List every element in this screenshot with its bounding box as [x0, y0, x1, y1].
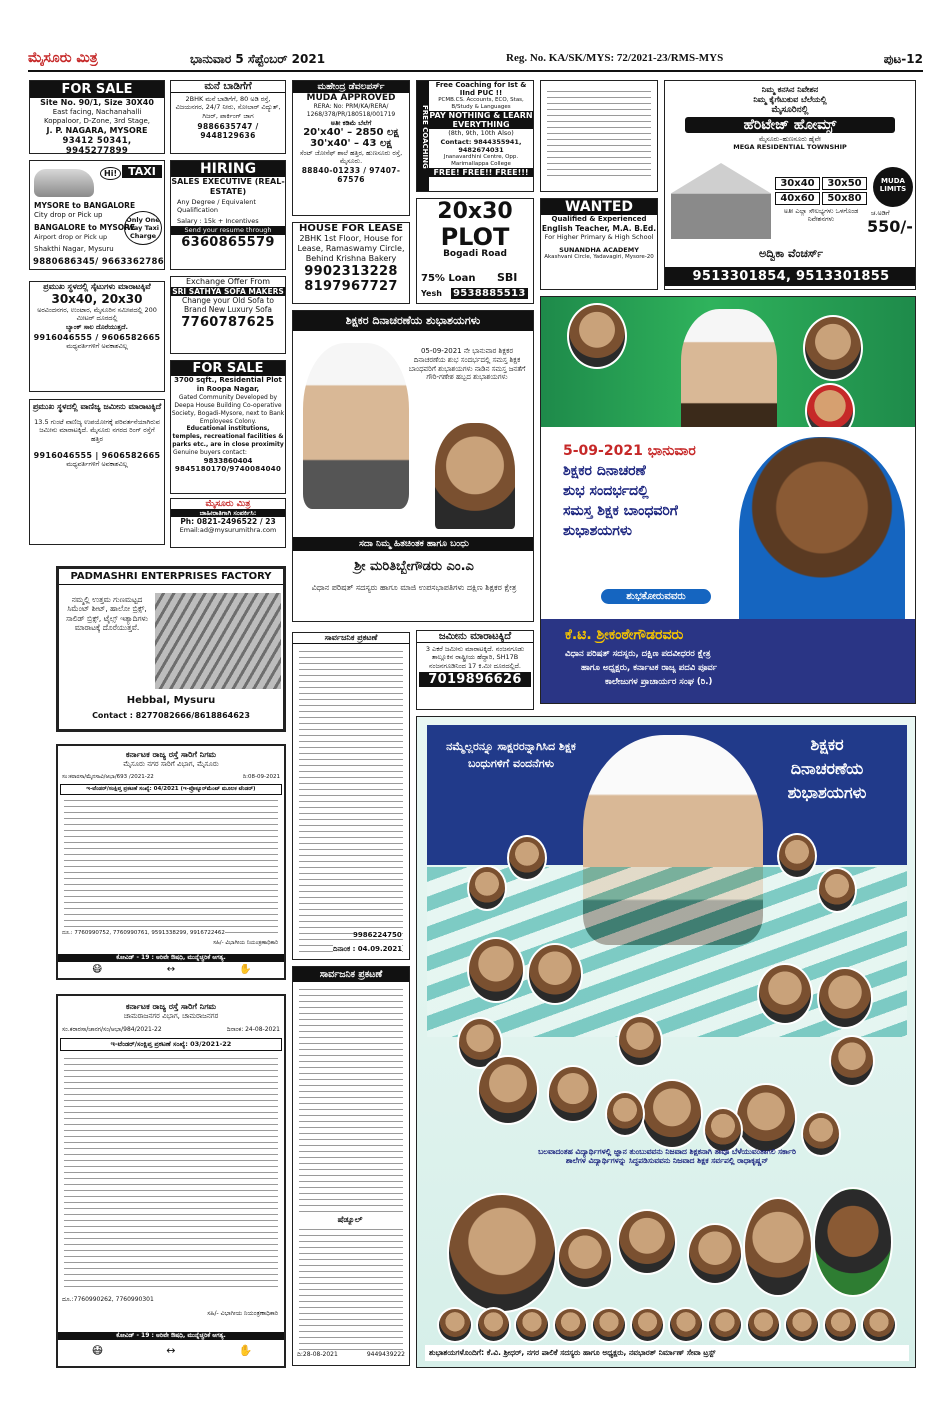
phone-number: 9886635747 / 9448129636 [197, 122, 259, 141]
plot-sizes: 30x40 30x50 40x60 50x80 ಅತೀ ಎಲ್ಲಾ ಸೌಲಭ್ಯಗಳು ಒಳಗೊಂಡ ನಿವೇಶನಗಳು [775, 177, 867, 224]
portrait [743, 1197, 813, 1297]
distance-icon: ↔ [166, 964, 176, 975]
mask-icon: 😷 [92, 964, 103, 975]
portrait [527, 943, 583, 1005]
portrait [447, 1193, 557, 1313]
phone-number: 9449439222 [366, 1351, 405, 1358]
handwash-icon: ✋ [239, 964, 252, 975]
phone-number: 93412 50341, 9945277899 [62, 135, 132, 154]
ad-for-sale-plot: FOR SALE 3700 sqft., Residential Plot in Roopa Nagar, Gated Community Developed by Deepa House Building Co-operative Society, Bogadi-Mysore, next to Bank Employees Colony. Educational institutions, temples, recreational facilities & parks etc., are in close proximity Genuine buyers contact: 9833860404 9845180170/9740084040 [170, 360, 286, 494]
ad-hiring: HIRING SALES EXECUTIVE (REAL-ESTATE) Any Degree / Equivalent Qualification Salary : 15k + Incentives Send your resume through 6360865579 [170, 160, 286, 270]
leader-portrait-2 [803, 315, 863, 381]
portrait [617, 1209, 677, 1275]
leader-portrait-1 [567, 303, 627, 369]
page-header [28, 50, 923, 72]
ad-public-notice-big: ಸಾರ್ವಜನಿಕ ಪ್ರಕಟಣೆ ಷೆಡ್ಯೂಲ್ ದಿ:28-08-2021 9449439222 [292, 966, 410, 1366]
portrait [817, 967, 873, 1029]
ad-teachers-day-srikantegowda: 5-09-2021 ಭಾನುವಾರ ಶಿಕ್ಷಕರ ದಿನಾಚರಣೆ ಶುಭ ಸಂದರ್ಭದಲ್ಲಿ ಸಮಸ್ತ ಶಿಕ್ಷಕ ಬಾಂಧವರಿಗೆ ಶುಭಾಶಯಗಳು ಶುಭಕೋರುವವರು ಕೆ.ಟಿ. ಶ್ರೀಕಂಠೇಗೌಡರವರು ವಿಧಾನ ಪರಿಷತ್ ಸದಸ್ಯರು, ದಕ್ಷಿಣ ಪದವೀಧರರ ಕ್ಷೇತ್ರ ಹಾಗೂ ಅಧ್ಯಕ್ಷರು, ಕರ್ನಾಟಕ ರಾಜ್ಯ ಪದವಿ ಪೂರ್ವ ಕಾಲೇಜುಗಳ ಪ್ರಾಚಾರ್ಯರ ಸಂಘ (ರಿ.) [540, 296, 916, 704]
phone-number: 9916046555 / 9606582665 [33, 333, 161, 343]
ad-house-rent: ಮನೆ ಬಾಡಿಗೆಗೆ 2BHK ಮನೆ ಬಾಡಿಗೆಗೆ, 80 ಅಡಿ ರಸ್ತೆ, ವಿಜಯನಗರ, 24/7 ನೀರು, ಸೋಲಾರ್ ವಿದ್ಯುತ್, ಗಿಜರ್, ಪಾರ್ಕಿಂಗ್ ಜಾಗ 9886635747 / 9448129636 [170, 80, 286, 154]
phone-number: 88840-01233 / 97407-67576 [301, 165, 401, 184]
portrait [553, 1307, 589, 1343]
ad-plot-bogadi: 20x30 PLOT Bogadi Road 75% Loan SBI Yesh 9538885513 [416, 198, 534, 304]
ad-sites-sale: ಪ್ರಮುಖ ಸ್ಥಳದಲ್ಲಿ ಸೈಟುಗಳು ಮಾರಾಟಕ್ಕಿವೆ 30x40, 20x30 ಅರವಿಂದನಗರ, ಉಂಟಾರ, ಮೈಸೂರಿನ ಸಮೀಪದಲ್ಲಿ 200 ಮೀಟರ್ ದೂರದಲ್ಲಿ ಬ್ಯಾಂಕ್ ಸಾಲ ದೊರೆಯುತ್ತದೆ. 9916046555 / 9606582665 ಮಧ್ಯವರ್ತಿಗಳಿಗೆ ಅವಕಾಶವಿಲ್ಲ [29, 281, 165, 392]
covid-icons [62, 1344, 282, 1362]
portrait [801, 1111, 841, 1157]
portrait [467, 865, 507, 911]
portrait [829, 1035, 875, 1087]
portrait [547, 1065, 599, 1123]
portrait [514, 1307, 550, 1343]
car-icon [34, 169, 94, 197]
radhakrishnan-portrait [301, 341, 411, 511]
portrait [777, 833, 817, 879]
ad-title: TAXI [122, 165, 162, 178]
ad-commercial-land: ಪ್ರಮುಖ ಸ್ಥಳದಲ್ಲಿ ವಾಣಿಜ್ಯ ಜಮೀನು ಮಾರಾಟಕ್ಕಿದೆ 13.5 ಗುಂಟೆ ವಾಣಿಜ್ಯ ಉಪಯೋಗಕ್ಕೆ ಪರಿವರ್ತನೆಯಾಗಿರುವ ಜಮೀನು ಮಾರಾಟಕ್ಕಿದೆ. ಮೈಸೂರು ನಗರದ ರಿಂಗ್ ರಸ್ತೆಗೆ ಹತ್ತಿರ 9916046555 | 9606582665 ಮಧ್ಯವರ್ತಿಗಳಿಗೆ ಅವಕಾಶವಿಲ್ಲ [29, 399, 165, 545]
portrait [437, 1307, 473, 1343]
ad-wanted-teacher: WANTED Qualified & Experienced English Teacher, M.A. B.Ed. For Higher Primary & High School SUNANDHA ACADEMY Akashvani Circle, Yadavagiri, Mysore-20 [540, 198, 658, 290]
masthead: ಮೈಸೂರು ಮಿತ್ರ [28, 50, 98, 66]
phone-number: 7019896626 [419, 672, 531, 687]
portrait [617, 1015, 663, 1067]
small-portraits-row [437, 1307, 897, 1343]
portrait [591, 1307, 627, 1343]
sbi-logo: SBI [497, 271, 518, 284]
phone-number: 9845180170/9740084040 [174, 464, 282, 473]
ad-title: HIRING [171, 161, 285, 177]
ad-title: FOR SALE [171, 361, 285, 376]
brand-name: ಹೆರಿಟೇಜ್ ಹೋಮ್ಸ್ [685, 117, 895, 133]
leaders-photo-row [437, 1187, 897, 1347]
phone-number: 9986224750 [353, 931, 402, 939]
distance-icon: ↔ [166, 1344, 176, 1357]
ad-title: ಶಿಕ್ಷಕರ ದಿನಾಚರಣೆಯ ಶುಭಾಶಯಗಳು [293, 311, 533, 331]
ad-mysuru-mitra: ಮೈಸೂರು ಮಿತ್ರ ಜಾಹೀರಾತಿಗಾಗಿ ಸಂಪರ್ಕಿಸಿ: Ph: 0821-2496522 / 23 Email:ad@mysurumithra.com [170, 498, 286, 548]
ad-teachers-day-sridhar: ನಮ್ಮೆಲ್ಲರನ್ನೂ ಸಾಕ್ಷರರನ್ನಾಗಿಸಿದ ಶಿಕ್ಷಕ ಬಂಧುಗಳಿಗೆ ವಂದನೆಗಳು ಶಿಕ್ಷಕರ ದಿನಾಚರಣೆಯ ಶುಭಾಶಯಗಳು ಬಲವಾದಂತಹ ವಿದ್ಯಾರ್ಥಿಗಳಲ್ಲಿ ಜ್ಞಾನ ತುಂಬುವವನು ನಿಜವಾದ ಶಿಕ್ಷಕನಾಗಿ ತಾವೂ ಬೆಳೆಯುವಂತಾಗಲಿ ಸರ್ಕಾರಿ ಶಾಲೆಗಳ ವಿದ್ಯಾರ್ಥಿಗಳನ್ನು ಸಿದ್ಧಪಡಿಸುವವನು ನಿಜವಾದ ಶಿಕ್ಷಕ ಸರ್ವಪಲ್ಲಿ ರಾಧಾಕೃಷ್ಣನ್ ಶುಭಾಶಯಗಳೊಂದಿಗೆ: ಕೆ.ವಿ. ಶ್ರೀಧರ್, ನಗರ ಪಾಲಿಕೆ ಸದಸ್ಯರು ಹಾಗೂ ಅಧ್ಯಕ್ಷರು, ನವಭಾರತ್ ನಿರ್ಮಾಣ್ ಸೇವಾ ಟ್ರಸ್ಟ್ [416, 716, 916, 1368]
phone-number: 9513301854, 9513301855 [665, 267, 916, 286]
phone-number: 9880686345/ 9663362786 [33, 257, 164, 267]
ad-title: WANTED [541, 199, 657, 215]
marithibbegowda-portrait [433, 421, 517, 531]
portrait [687, 1223, 743, 1285]
ad-title: PADMASHRI ENTERPRISES FACTORY [59, 569, 283, 585]
ad-title: ಸಾರ್ವಜನಿಕ ಪ್ರಕಟಣೆ [293, 967, 409, 982]
ad-ksrtc-tender-chamarajanagar: ಕರ್ನಾಟಕ ರಾಜ್ಯ ರಸ್ತೆ ಸಾರಿಗೆ ನಿಗಮ ಚಾಮರಾಜನಗರ ವಿಭಾಗ, ಚಾಮರಾಜನಗರ ಸಂ.ಕರಾರಸಾ/ಚಾನಗ/ಸಂ/ಆಭಾ/984/2021-22 ದಿನಾಂಕ: 24-08-2021 ಇ-ಟೆಂಡರ್/ಸಂಕ್ಷಿಪ್ತ ಪ್ರಕಟಣೆ ಸಂಖ್ಯೆ: 03/2021-22 ದೂ.:7760990262, 7760990301 ಸಹಿ/- ವಿಭಾಗೀಯ ನಿಯಂತ್ರಣಾಧಿಕಾರಿ ಕೋವಿಡ್ - 19 : ಅರಿವೇ ಔಷಧಿ, ಮುನ್ನೆಚ್ಚರಿಕೆ ಅಗತ್ಯ. 😷 ↔ ✋ [56, 994, 286, 1368]
ad-taxi: Hi! TAXI MYSORE to BANGALORE City drop or Pick up BANGALORE to MYSORE Airport drop or Pick up Only One Way Taxi Charge Shakthi Nagar, Mysuru 9880686345/ 9663362786 [29, 160, 165, 270]
ad-title: FOR SALE [30, 81, 164, 98]
ad-mahendra-developers: ಮಹೇಂದ್ರ ಡೆವಲಪರ್ಸ್ MUDA APPROVED RERA: No: PRM/KA/RERA/ 1268/378/PR/180518/001719 ಅತೀ ಕಡಿಮೆ ಬೆಲೆಗೆ 20'x40' – 2850 ಲಕ್ಷ 30'x40' – 43 ಲಕ್ಷ ಸೆಂಟ್ ಜೋಸೆಫ್ ಶಾಲೆ ಹತ್ತಿರ, ಹುಣಸೂರು ರಸ್ತೆ, ಮೈಸೂರು. 88840-01233 / 97407-67576 [292, 80, 410, 216]
house-illustration [671, 163, 771, 239]
portrait [757, 963, 813, 1025]
ad-title: ಮನೆ ಬಾಡಿಗೆಗೆ [171, 81, 285, 93]
radhakrishnan-portrait [681, 309, 777, 439]
ad-free-coaching: FREE COACHING Free Coaching for Ist & IInd PUC !! PCMB.CS. Accounts, ECO, Stas, B/Study & Languages PAY NOTHING & LEARN EVERYTHING (8th, 9th, 10th Also) Contact: 9844355941, 9482674031 Jnanavardhini Centre, Opp. Marimallappa College FREE! FREE!! FREE!!! [416, 80, 534, 192]
portrait [641, 1079, 703, 1149]
phone-number: 9538885513 [453, 288, 526, 299]
mask-icon: 😷 [91, 1344, 104, 1357]
portrait [476, 1307, 512, 1343]
ad-heritage-homes: ನಿಮ್ಮ ಕನಸಿನ ನಿವೇಶನ ನಿಮ್ಮ ಕೈಗೆಟುಕುವ ಬೆಲೆಯಲ್ಲಿ ಮೈಸೂರಿನಲ್ಲಿ ಹೆರಿಟೇಜ್ ಹೋಮ್ಸ್ ಮೈಸೂರು–ಹುಣಸೂರು ಹೈವೇ MEGA RESIDENTIAL TOWNSHIP MUDA LIMITS 30x40 30x50 40x60 50x80 ಅತೀ ಎಲ್ಲಾ ಸೌಲಭ್ಯಗಳು ಒಳಗೊಂಡ ನಿವೇಶನಗಳು 550/- ಚ.ಅಡಿಗೆ ಅದ್ವಿಕಾ ವೆಂಚರ್ಸ್ 9513301854, 9513301855 [664, 80, 916, 290]
portrait [668, 1307, 704, 1343]
phone-number: 9916046555 | 9606582665 [33, 451, 161, 461]
portrait [784, 1307, 820, 1343]
portrait [817, 867, 857, 913]
phone-number: 6360865579 [181, 234, 275, 250]
ad-sofa: Exchange Offer From SRI SATHYA SOFA MAKERS Change your Old Sofa to Brand New Luxury Sofa 7760787625 [170, 276, 286, 354]
portrait [746, 1307, 782, 1343]
portrait [557, 1227, 613, 1289]
page-number: ಪುಟ-12 [883, 52, 923, 66]
ad-title: HOUSE FOR LEASE [299, 223, 403, 234]
ad-for-sale-site: FOR SALE Site No. 90/1, Size 30X40 East facing, Nachanahalli Koppaloor, D-Zone, 3rd Stage, J. P. NAGARA, MYSORE 93412 50341, 9945277899 [29, 80, 165, 154]
ad-title: ಮಹೇಂದ್ರ ಡೆವಲಪರ್ಸ್ [293, 81, 409, 93]
ad-ksrtc-tender-mysuru: ಕರ್ನಾಟಕ ರಾಜ್ಯ ರಸ್ತೆ ಸಾರಿಗೆ ನಿಗಮ ಮೈಸೂರು ನಗರ ಸಾರಿಗೆ ವಿಭಾಗ, ಮೈಸೂರು ಸಂ:ಕರಾರಸಾ/ಮೈನಸಾವಿ/ಆಭಾ/693 /2021-22 ದಿ:08-09-2021 ಇ-ಟೆಂಡರ್/ಸಂಕ್ಷಿಪ್ತ ಪ್ರಕಟಣೆ ಸಂಖ್ಯೆ: 04/2021 (ಇ-ಪ್ರೊಕ್ಯೂರ್‌ಮೆಂಟ್ ಮೂಲಕ ಟೆಂಡರ್) ದೂ.: 7760990752, 7760990761, 9591338299, 9916722462 ಸಹಿ/- ವಿಭಾಗೀಯ ನಿಯಂತ್ರಣಾಧಿಕಾರಿ ಕೋವಿಡ್ - 19 : ಅರಿವೇ ಔಷಧಿ, ಮುನ್ನೆಚ್ಚರಿಕೆ ಅಗತ್ಯ. 😷 ↔ ✋ [56, 744, 286, 980]
header-date: ಭಾನುವಾರ 5 ಸೆಪ್ಟೆಂಬರ್ 2021 [190, 52, 326, 66]
portrait [477, 1055, 539, 1125]
header-reg-no: Reg. No. KA/SK/MYS: 72/2021-23/RMS-MYS [506, 52, 724, 64]
ad-public-notice-small: ಸಾರ್ವಜನಿಕ ಪ್ರಕಟಣೆ 9986224750 ದಿನಾಂಕ : 04.09.2021 [292, 632, 410, 960]
portrait [861, 1307, 897, 1343]
ad-title: ಸಾರ್ವಜನಿಕ ಪ್ರಕಟಣೆ [293, 633, 409, 644]
factory-image [155, 593, 281, 689]
portrait [823, 1307, 859, 1343]
portrait [735, 1083, 797, 1153]
portrait [605, 1091, 645, 1137]
phone-number: 7760787625 [181, 314, 275, 330]
ad-house-lease: HOUSE FOR LEASE 2BHK 1st Floor, House for Lease, Ramaswamy Circle, Behind Krishna Bakery 9902313228 8197967727 [292, 222, 410, 304]
ad-title: ಜಮೀನು ಮಾರಾಟಕ್ಕಿದೆ [417, 631, 533, 643]
ad-land-sale: ಜಮೀನು ಮಾರಾಟಕ್ಕಿದೆ 3 ಎಕರೆ ಜಮೀನು ಮಾರಾಟಕ್ಕಿದೆ. ನಂಜನಗೂಡು ತಾಲ್ಲೂಕಿನ ರಾಷ್ಟ್ರೀಯ ಹೆದ್ದಾರಿ, SH17B ನಂಜನಗೂಡಿನಿಂದ 17 ಕಿ.ಮೀ ದೂರದಲ್ಲಿದೆ. 7019896626 [416, 630, 534, 710]
ad-coaching-side [540, 80, 658, 192]
srikantegowda-portrait [737, 435, 907, 635]
covid-icons [62, 964, 282, 978]
ad-teachers-day-marithibbegowda: ಶಿಕ್ಷಕರ ದಿನಾಚರಣೆಯ ಶುಭಾಶಯಗಳು 05-09-2021 ನೇ ಭಾನುವಾರ ಶಿಕ್ಷಕರ ದಿನಾಚರಣೆಯ ಶುಭ ಸಂದರ್ಭದಲ್ಲಿ ಸಮಸ್ತ ಶಿಕ್ಷಕ ಬಾಂಧವರಿಗೆ ಶುಭಾಶಯಗಳು ನಾಡಿನ ಸಮಸ್ತ ಜನತೆಗೆ ಗೌರಿ-ಗಣೇಶ ಹಬ್ಬದ ಶುಭಾಶಯಗಳು ಸದಾ ನಿಮ್ಮ ಹಿತಚಿಂತಕ ಹಾಗೂ ಬಂಧು ಶ್ರೀ ಮರಿತಿಬ್ಬೇಗೌಡರು ಎಂ.ಎ ವಿಧಾನ ಪರಿಷತ್ ಸದಸ್ಯರು ಹಾಗೂ ಮಾಜಿ ಉಪಸಭಾಪತಿಗಳು ದಕ್ಷಿಣ ಶಿಕ್ಷಕರ ಕ್ಷೇತ್ರ [292, 310, 534, 622]
ad-padmashri-enterprises: PADMASHRI ENTERPRISES FACTORY ನಮ್ಮಲ್ಲಿ ಉತ್ತಮ ಗುಣಮಟ್ಟದ ಸಿಮೆಂಟ್ ಶೀಟ್, ಹಾಲೋ ಬ್ರಿಕ್ಸ್, ಸಾಲಿಡ್ ಬ್ರಿಕ್ಸ್, ಟೈಲ್ಸ್ ಇತ್ಯಾದಿಗಳು ಮಾರಾಟಕ್ಕೆ ದೊರೆಯುತ್ತವೆ. Hebbal, Mysuru Contact : 8277082666/8618864623 [56, 566, 286, 732]
portrait [707, 1307, 743, 1343]
portrait [630, 1307, 666, 1343]
phone-number: 8197967727 [304, 279, 398, 294]
handwash-icon: ✋ [238, 1344, 253, 1357]
portrait [813, 1187, 893, 1297]
phone-number: 9902313228 [304, 264, 398, 279]
portrait [507, 835, 547, 881]
portrait [467, 937, 525, 1003]
